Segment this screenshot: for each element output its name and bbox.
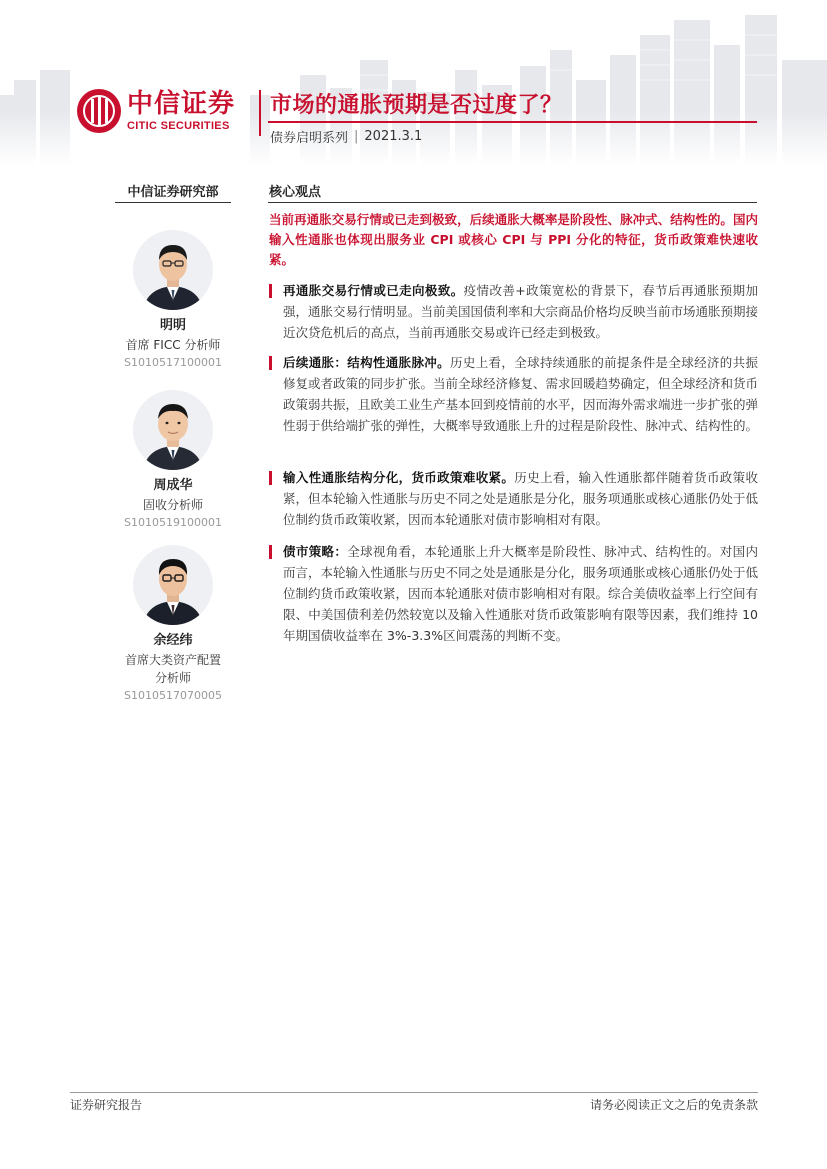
logo-chinese-name: 中信证券 — [127, 89, 236, 119]
key-point-body — [283, 280, 758, 343]
sidebar-rule — [115, 202, 231, 203]
analyst-title: 首席 FICC 分析师 — [125, 338, 221, 352]
key-point-lead: 债市策略： — [283, 544, 348, 559]
analyst-license-id: S1010517100001 — [124, 356, 222, 369]
bullet-marker — [269, 471, 272, 485]
footer-report-type: 证券研究报告 — [70, 1098, 143, 1112]
analyst-card — [100, 545, 246, 705]
bullet-marker — [269, 545, 272, 559]
section-rule — [268, 202, 757, 203]
key-point-text: 历史上看，输入性通胀都伴随着货币政策收紧，但本轮输入性通胀与历史不同之处是通胀是分化，服务项通胀或核心通胀仍处于低位制约货币政策收紧，因而本轮通胀对债市影响相对有限。 — [283, 470, 759, 527]
bullet-marker — [269, 284, 272, 298]
header-divider — [259, 90, 261, 136]
core-views-heading: 核心观点 — [269, 185, 322, 200]
subtitle-separator: | — [354, 129, 359, 144]
footer-rule — [70, 1092, 758, 1093]
report-date: 2021.3.1 — [364, 129, 423, 144]
report-subtitle — [270, 127, 422, 146]
key-point-body — [283, 541, 758, 646]
key-point-body — [283, 467, 758, 530]
key-point-text: 全球视角看，本轮通胀上升大概率是阶段性、脉冲式、结构性的。对国内而言，本轮输入性通胀与历史不同之处是通胀是分化，服务项通胀或核心通胀仍处于低位制约货币政策收紧，因而本轮通胀对债市影响相对有限。综合美债收益率上行空间有限、中美国债利差仍然较宽以及输入性通胀对货币政策影响有限等因素，我们维持 10 年期国债收益率在 3%-3.3%区间震荡的判断不变。 — [283, 544, 759, 643]
key-point — [269, 467, 758, 530]
summary-paragraph: 当前再通胀交易行情或已走到极致，后续通胀大概率是阶段性、脉冲式、结构性的。国内输入性通胀也体现出服务业 CPI 或核心 CPI 与 PPI 分化的特征，货币政策难快速收紧。 — [269, 212, 758, 267]
analyst-photo — [133, 390, 213, 470]
analyst-name: 明明 — [159, 318, 186, 333]
analyst-title-line: 首席大类资产配置 — [124, 653, 221, 667]
logo-english-name: CITIC SECURITIES — [127, 120, 230, 132]
title-underline — [268, 121, 757, 123]
key-point-lead: 再通胀交易行情或已走向极致。 — [283, 283, 464, 298]
sidebar-heading: 中信证券研究部 — [127, 185, 219, 200]
analyst-license-id: S1010517070005 — [124, 689, 222, 702]
bullet-marker — [269, 356, 272, 370]
analyst-photo — [133, 230, 213, 310]
series-name: 债券启明系列 — [270, 131, 349, 146]
analyst-license-id: S1010519100001 — [124, 516, 222, 529]
key-point-body — [283, 352, 758, 436]
key-point-text: 历史上看，全球持续通胀的前提条件是全球经济的共振修复或者政策的同步扩张。当前全球经济修复、需求回暖趋势确定，但全球经济和货币政策弱共振，且欧美工业生产基本回到疫情前的水平，因而海外需求端进一步扩张的弹性弱于供给端扩张的弹性，大概率导致通胀上升的过程是阶段性、脉冲式、结构性的。 — [283, 355, 759, 433]
analyst-name: 周成华 — [153, 478, 193, 493]
key-point-lead: 后续通胀：结构性通胀脉冲。 — [283, 355, 451, 370]
analyst-photo — [133, 545, 213, 625]
analyst-title-line: 分析师 — [154, 671, 191, 685]
key-point — [269, 280, 758, 343]
analyst-card — [100, 230, 246, 372]
citic-logo — [77, 89, 235, 133]
citic-emblem-icon — [77, 89, 121, 133]
key-point-text: 疫情改善+政策宽松的背景下，春节后再通胀预期加强，通胀交易行情明显。当前美国国债利率和大宗商品价格均反映当前市场通胀预期接近次贷危机后的高点，当前再通胀交易或许已经走到极致。 — [283, 283, 759, 340]
analyst-title: 固收分析师 — [142, 498, 203, 512]
analyst-card — [100, 390, 246, 532]
key-point — [269, 541, 758, 646]
key-point-lead: 输入性通胀结构分化，货币政策难收紧。 — [283, 470, 515, 485]
key-point — [269, 352, 758, 436]
report-title: 市场的通胀预期是否过度了？ — [270, 93, 563, 118]
footer-disclaimer-notice: 请务必阅读正文之后的免责条款 — [589, 1098, 758, 1112]
analyst-name: 余经纬 — [153, 633, 193, 648]
